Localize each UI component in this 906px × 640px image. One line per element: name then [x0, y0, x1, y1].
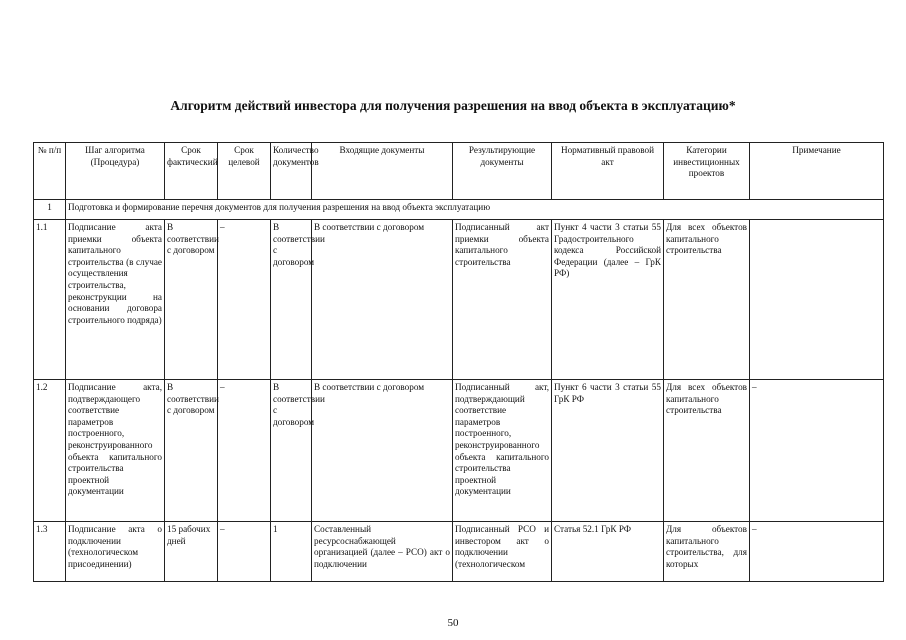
row-doc-count: 1 [271, 522, 312, 582]
header-doc-count: Количество документов [271, 143, 312, 200]
section-title: Подготовка и формирование перечня документов для получения разрешения на ввод объекта эксплуатацию [66, 200, 884, 220]
row-note: – [750, 380, 884, 522]
row-target-term: – [218, 380, 271, 522]
row-legal-act: Пункт 4 части 3 статьи 55 Градостроительного кодекса Российской Федерации (далее – ГрК РФ) [552, 220, 664, 380]
row-legal-act: Пункт 6 части 3 статьи 55 ГрК РФ [552, 380, 664, 522]
header-input-docs: Входящие документы [312, 143, 453, 200]
header-actual-term: Срок фактический [165, 143, 218, 200]
header-target-term: Срок целевой [218, 143, 271, 200]
header-num: № п/п [34, 143, 66, 200]
algorithm-table [33, 142, 884, 582]
row-actual-term: 15 рабочих дней [165, 522, 218, 582]
row-input-docs: Составленный ресурсоснабжающей организацией (далее – РСО) акт о подключении [312, 522, 453, 582]
table-row [34, 522, 884, 582]
row-step: Подписание акта приемки объекта капитального строительства (в случае осуществления строительства, реконструкции на основании договора строительного подряда) [66, 220, 165, 380]
row-num: 1.3 [34, 522, 66, 582]
section-num: 1 [34, 200, 66, 220]
row-target-term: – [218, 522, 271, 582]
row-doc-count: В соответствии с договором [271, 220, 312, 380]
header-result-docs: Результирующие документы [453, 143, 552, 200]
table-row [34, 380, 884, 522]
row-step: Подписание акта о подключении (технологическом присоединении) [66, 522, 165, 582]
row-target-term: – [218, 220, 271, 380]
header-categories: Категории инвестиционных проектов [664, 143, 750, 200]
row-actual-term: В соответствии с договором [165, 380, 218, 522]
page-number: 50 [447, 617, 459, 629]
row-actual-term: В соответствии с договором [165, 220, 218, 380]
row-result-docs: Подписанный РСО и инвестором акт о подключении (технологическом [453, 522, 552, 582]
header-note: Примечание [750, 143, 884, 200]
table-row [34, 220, 884, 380]
row-note [750, 220, 884, 380]
row-input-docs: В соответствии с договором [312, 220, 453, 380]
row-result-docs: Подписанный акт приемки объекта капитального строительства [453, 220, 552, 380]
row-note: – [750, 522, 884, 582]
row-categories: Для всех объектов капитального строительства [664, 220, 750, 380]
header-step: Шаг алгоритма (Процедура) [66, 143, 165, 200]
section-row [34, 200, 884, 220]
row-categories: Для объектов капитального строительства, для которых [664, 522, 750, 582]
row-result-docs: Подписанный акт, подтверждающий соответствие параметров построенного, реконструированного объекта капитального строительства проектной документации [453, 380, 552, 522]
row-categories: Для всех объектов капитального строительства [664, 380, 750, 522]
row-input-docs: В соответствии с договором [312, 380, 453, 522]
document-title: Алгоритм действий инвестора для получения разрешения на ввод объекта в эксплуатацию* [170, 98, 736, 113]
row-num: 1.1 [34, 220, 66, 380]
header-row [34, 143, 884, 200]
row-legal-act: Статья 52.1 ГрК РФ [552, 522, 664, 582]
header-legal-act: Нормативный правовой акт [552, 143, 664, 200]
row-doc-count: В соответствии с договором [271, 380, 312, 522]
row-num: 1.2 [34, 380, 66, 522]
row-step: Подписание акта, подтверждающего соответствие параметров построенного, реконструированного объекта капитального строительства проектной документации [66, 380, 165, 522]
